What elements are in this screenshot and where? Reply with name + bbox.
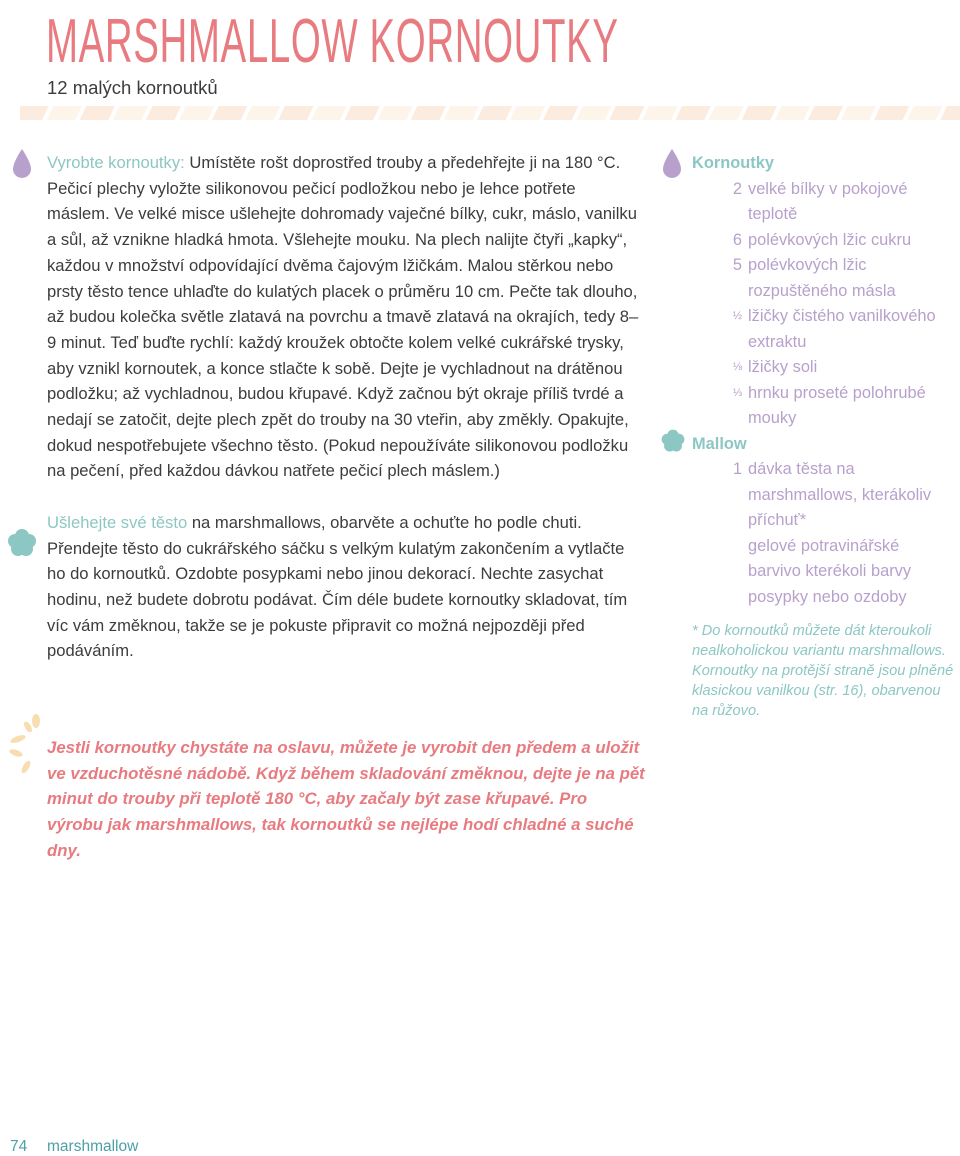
ingredient-qty: 6 — [732, 230, 742, 249]
ingredient-qty: ⅓ — [732, 386, 742, 399]
ingredient-name: velké bílky v pokojové teplotě — [748, 179, 908, 223]
drop-icon — [10, 148, 34, 180]
ingredient-group-title: Mallow — [692, 434, 747, 453]
method-step-2 — [47, 510, 639, 664]
ingredient-name: hrnku proseté polohrubé mouky — [748, 383, 926, 427]
ingredient-name: gelové potravinářské barvivo kterékoli barvy — [748, 536, 912, 580]
ingredient-item — [692, 253, 960, 304]
decorative-stripe — [20, 106, 960, 120]
ingredient-qty — [692, 534, 742, 585]
section-name: marshmallow — [47, 1138, 139, 1155]
ingredient-qty — [692, 585, 742, 611]
step-2-text: na marshmallows, obarvěte a ochuťte ho podle chuti. Přendejte těsto do cukrářského sáčku s velkým kulatým zakončením a vytlačte ho do kornoutků. Ozdobte posypkami nebo jinou dekorací. Nechte zasychat hodinu, než budete dobrotu podávat. Čím déle budete kornoutky skladovat, tím víc vám změknou, takže se je pokuste připravit co možná nejpozději před podáváním. — [47, 512, 628, 661]
ingredient-item — [692, 304, 960, 355]
storage-tip: Jestli kornoutky chystáte na oslavu, můžete je vyrobit den předem a uložit ve vzduchotěsné nádobě. Když během skladování změknou, dejte je na pět minut do trouby při teplotě 180 °C, aby začaly být zase křupavé. Pro výrobu jak marshmallows, tak kornoutků se nejlépe hodí chladné a suché dny. — [47, 738, 645, 860]
ingredient-name: polévkových lžic cukru — [748, 230, 912, 249]
drop-icon — [660, 148, 684, 180]
ingredient-item — [692, 534, 960, 585]
flower-icon — [660, 428, 686, 454]
ingredient-name: polévkových lžic rozpuštěného másla — [748, 256, 896, 300]
ingredients-list — [692, 151, 960, 610]
page-number: 74 — [10, 1138, 28, 1155]
ingredient-item — [692, 381, 960, 432]
ingredient-qty: 1 — [732, 460, 742, 478]
recipe-yield: 12 malých kornoutků — [47, 77, 218, 98]
step-1-lead: Vyrobte kornoutky: — [47, 153, 185, 172]
ingredient-item — [692, 355, 960, 381]
ingredient-qty: ½ — [732, 310, 742, 322]
ingredient-name: lžičky soli — [748, 358, 818, 376]
ingredient-name: dávka těsta na marshmallows, kterákoliv příchuť* — [748, 460, 932, 529]
ingredient-qty: 5 — [732, 256, 742, 274]
flower-icon — [6, 527, 38, 559]
sparkle-icon — [6, 713, 42, 781]
ingredient-item — [692, 228, 960, 254]
step-1-text: Umístěte rošt doprostřed trouby a předehřejte ji na 180 °C. Pečicí plechy vyložte silikonovou pečicí podložkou nebo je lehce potřete máslem. Ve velké misce ušlehejte dohromady vaječné bílky, cukr, máslo, vanilku a sůl, až vznikne hladká hmota. Všlehejte mouku. Na plech nalijte čtyři „kapky“, každou v množství odpovídající dvěma čajovým lžičkám. Malou stěrkou nebo prsty těsto tence uhlaďte do kulatých placek o průměru 10 cm. Pečte tak dlouho, až budou kolečka světle zlatavá na povrchu a tmavě zlatavá na okrajích, tedy 8–9 minut. Teď buďte rychlí: každý kroužek obtočte kolem velké cukrářské trysky, aby vznikl kornoutek, a konce stlačte k sobě. Dejte je vychladnout na drátěnou podložku; až vychladnou, budou křupavé. Když začnou být okraje příliš tvrdé a nedají se zatočit, dejte plech zpět do trouby na 30 vteřin, aby změkly. Opakujte, dokud nespotřebujete všechno těsto. (Pokud nepoužíváte silikonovou podložku na pečení, před každou dávkou natřete pečicí plech máslem.) — [47, 153, 639, 481]
ingredient-name: lžičky čistého vanilkového extraktu — [748, 307, 936, 351]
ingredient-name: posypky nebo ozdoby — [748, 587, 907, 606]
method-text — [47, 150, 639, 664]
recipe-title: MARSHMALLOW KORNOUTKY — [46, 7, 619, 76]
ingredient-item — [692, 177, 960, 228]
ingredient-item — [692, 585, 960, 611]
method-step-1 — [47, 150, 639, 484]
ingredient-item — [692, 457, 960, 534]
ingredient-qty: 2 — [732, 179, 742, 198]
ingredient-group-title: Kornoutky — [692, 154, 774, 172]
ingredient-qty: ⅛ — [732, 361, 742, 373]
ingredients-footnote: * Do kornoutků můžete dát kteroukoli nealkoholickou variantu marshmallows. Kornoutky na protější straně jsou plněné klasickou vanilkou (str. 16), obarvenou na růžovo. — [692, 623, 954, 719]
step-2-lead: Ušlehejte své těsto — [47, 512, 188, 532]
